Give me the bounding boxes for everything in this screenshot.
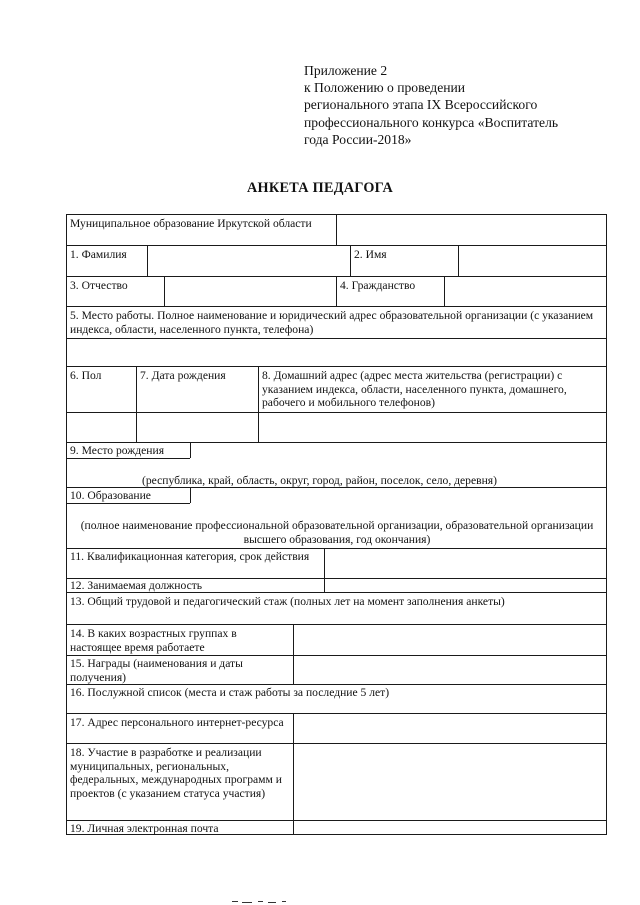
qualification-field[interactable] <box>325 549 606 578</box>
surname-label: 1. Фамилия <box>70 248 127 261</box>
home-address-label: 8. Домашний адрес (адрес места жительства (регистрации) с указанием индекса, области, населенного пункта, домашнего, рабочего и мобильного телефонов) <box>262 369 567 410</box>
rule <box>190 487 191 503</box>
rule <box>350 245 351 276</box>
scan-artifact <box>282 901 286 902</box>
patronymic-field[interactable] <box>165 277 336 306</box>
workplace-field[interactable] <box>67 339 606 366</box>
municipality-label: Муниципальное образование Иркутской области <box>70 217 312 230</box>
rule <box>190 442 191 458</box>
rule <box>66 366 607 367</box>
header-line-3: регионального этапа IX Всероссийского <box>304 97 538 113</box>
scan-artifact <box>242 902 252 903</box>
page-title: АНКЕТА ПЕДАГОГА <box>246 180 394 196</box>
web-resource-label: 17. Адрес персонального интернет-ресурса <box>70 716 284 729</box>
municipality-field[interactable] <box>337 215 606 245</box>
email-field[interactable] <box>294 821 606 834</box>
name-label: 2. Имя <box>354 248 387 261</box>
experience-label: 13. Общий трудовой и педагогический стаж (полных лет на момент заполнения анкеты) <box>70 595 505 608</box>
email-label: 19. Личная электронная почта <box>70 822 219 835</box>
experience-field[interactable] <box>67 610 606 624</box>
age-groups-label: 14. В каких возрастных группах в настоящее время работаете <box>70 627 237 654</box>
name-field[interactable] <box>459 246 606 276</box>
education-label: 10. Образование <box>70 489 151 502</box>
surname-field[interactable] <box>148 246 350 276</box>
scan-artifact <box>258 901 263 902</box>
service-record-field[interactable] <box>67 700 606 713</box>
workplace-label: 5. Место работы. Полное наименование и юридический адрес образовательной организации (с указанием индекса, области, населенного пункта, телефона) <box>70 309 594 336</box>
scan-artifact <box>232 901 238 902</box>
header-line-5: года России-2018» <box>304 131 412 147</box>
qualification-label: 11. Квалификационная категория, срок действия <box>70 550 310 563</box>
birthdate-field[interactable] <box>137 413 258 442</box>
citizenship-label: 4. Гражданство <box>340 279 416 292</box>
programs-field[interactable] <box>294 744 606 820</box>
programs-label: 18. Участие в разработке и реализации муниципальных, региональных, федеральных, международных программ и проектов (с указанием статуса участия) <box>70 746 282 800</box>
age-groups-field[interactable] <box>294 625 606 655</box>
position-label: 12. Занимаемая должность <box>70 579 203 592</box>
gender-field[interactable] <box>67 413 136 442</box>
rule <box>66 306 607 307</box>
rule <box>606 214 607 834</box>
web-resource-field[interactable] <box>294 714 606 743</box>
header-line-2: к Положению о проведении <box>304 80 466 96</box>
patronymic-label: 3. Отчество <box>70 279 128 292</box>
awards-field[interactable] <box>294 656 606 684</box>
position-field[interactable] <box>325 579 606 592</box>
rule <box>66 442 607 443</box>
birthdate-label: 7. Дата рождения <box>140 369 226 382</box>
rule <box>336 276 337 306</box>
service-record-label: 16. Послужной список (места и стаж работы за последние 5 лет) <box>70 686 390 699</box>
gender-label: 6. Пол <box>70 369 102 382</box>
education-hint: (полное наименование профессиональной образовательной организации, образовательной организации высшего образования, год окончания) <box>80 519 594 546</box>
scan-artifact <box>268 902 276 903</box>
header-line-1: Приложение 2 <box>304 63 388 78</box>
home-address-field[interactable] <box>259 413 606 442</box>
awards-label: 15. Награды (наименования и даты получения) <box>70 657 243 684</box>
birthplace-hint: (республика, край, область, округ, город, район, поселок, село, деревня) <box>142 474 497 487</box>
birthplace-label: 9. Место рождения <box>70 444 165 457</box>
citizenship-field[interactable] <box>445 277 606 306</box>
header-line-4: профессионального конкурса «Воспитатель <box>304 114 559 130</box>
